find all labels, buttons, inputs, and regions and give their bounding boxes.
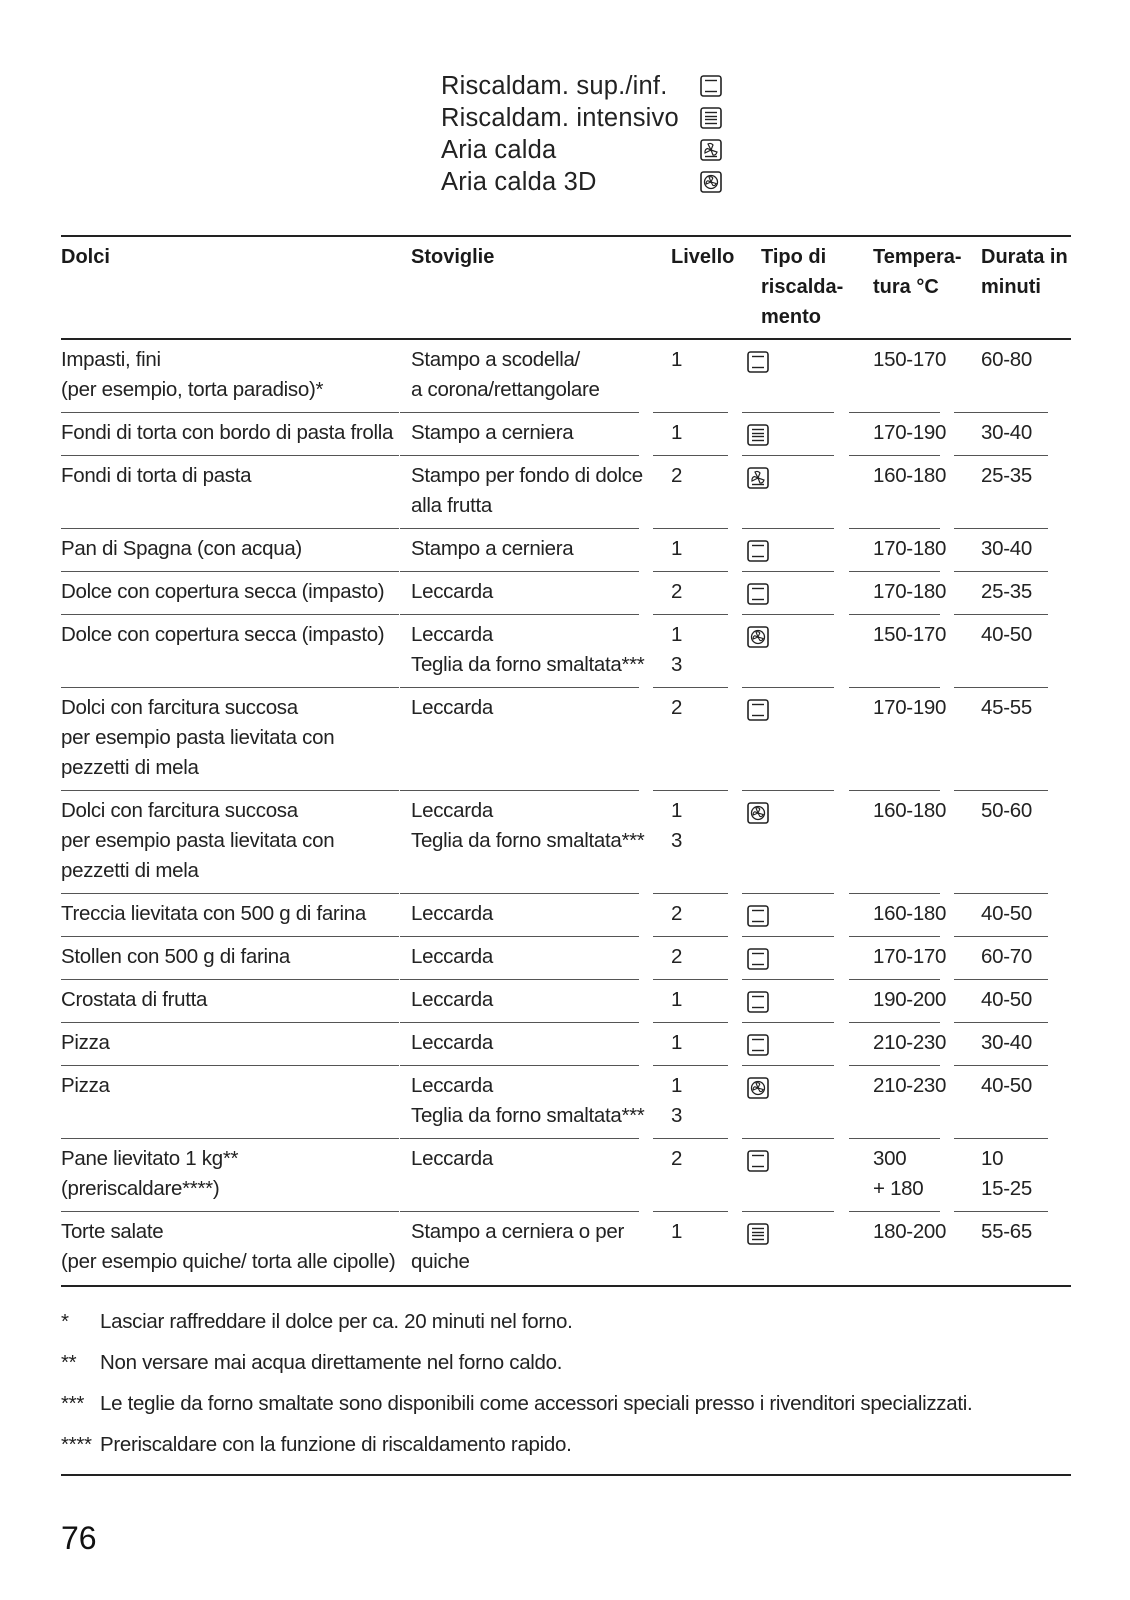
table-row xyxy=(61,1023,1071,1066)
temperature-cell: 170-180 xyxy=(873,537,947,560)
table-row xyxy=(61,1212,1071,1285)
dish-cell: Pizza xyxy=(61,1074,110,1097)
hot-air-3d-icon xyxy=(747,626,769,648)
intensive-heat-icon xyxy=(700,107,722,129)
dish-cell: Dolce con copertura secca (impasto) xyxy=(61,623,385,646)
level-cell: 2 xyxy=(671,902,683,925)
table-bottom-rule xyxy=(61,1285,1071,1287)
temperature-cell: 210-230 xyxy=(873,1031,947,1054)
dishware-cell: Leccarda Teglia da forno smaltata*** xyxy=(411,623,645,676)
level-cell: 2 xyxy=(671,464,683,487)
footnote-text: Lasciar raffreddare il dolce per ca. 20 minuti nel forno. xyxy=(100,1310,573,1333)
temperature-cell: 300 + 180 xyxy=(873,1147,924,1200)
header-temperatura: Tempera- tura °C xyxy=(873,246,962,298)
duration-cell: 30-40 xyxy=(981,421,1032,444)
header-dolci: Dolci xyxy=(61,246,110,268)
dish-cell: Dolce con copertura secca (impasto) xyxy=(61,580,385,603)
dishware-cell: Stampo a cerniera xyxy=(411,421,574,444)
legend-label: Aria calda xyxy=(441,135,557,164)
temperature-cell: 170-170 xyxy=(873,945,947,968)
top-bottom-heat-icon xyxy=(747,1150,769,1172)
duration-cell: 40-50 xyxy=(981,1074,1032,1097)
level-cell: 2 xyxy=(671,580,683,603)
table-row xyxy=(61,456,1071,529)
temperature-cell: 160-180 xyxy=(873,464,947,487)
table-row xyxy=(61,413,1071,456)
table-row xyxy=(61,340,1071,413)
footnote xyxy=(61,1349,1071,1390)
legend-item xyxy=(441,70,722,102)
table-header xyxy=(61,237,1071,339)
top-bottom-heat-icon xyxy=(747,351,769,373)
dishware-cell: Stampo per fondo di dolce alla frutta xyxy=(411,464,643,517)
dish-cell: Dolci con farcitura succosa per esempio pasta lievitata con pezzetti di mela xyxy=(61,696,335,779)
table-row xyxy=(61,791,1071,894)
hot-air-icon xyxy=(747,467,769,489)
legend-item xyxy=(441,102,722,134)
level-cell: 1 xyxy=(671,421,683,444)
dishware-cell: Leccarda xyxy=(411,696,493,719)
top-bottom-heat-icon xyxy=(747,991,769,1013)
dishware-cell: Leccarda xyxy=(411,902,493,925)
dishware-cell: Leccarda xyxy=(411,580,493,603)
hot-air-3d-icon xyxy=(700,171,722,193)
footnote-mark: *** xyxy=(61,1392,85,1415)
temperature-cell: 170-190 xyxy=(873,421,947,444)
dishware-cell: Stampo a scodella/ a corona/rettangolare xyxy=(411,348,600,401)
dishware-cell: Leccarda Teglia da forno smaltata*** xyxy=(411,1074,645,1127)
footnotes-bottom-rule xyxy=(61,1474,1071,1476)
duration-cell: 50-60 xyxy=(981,799,1032,822)
level-cell: 1 xyxy=(671,1220,683,1243)
intensive-heat-icon xyxy=(747,424,769,446)
duration-cell: 30-40 xyxy=(981,537,1032,560)
top-bottom-heat-icon xyxy=(747,948,769,970)
footnote-mark: ** xyxy=(61,1351,77,1374)
dish-cell: Impasti, fini (per esempio, torta paradiso)* xyxy=(61,348,324,401)
table-row xyxy=(61,980,1071,1023)
top-bottom-heat-icon xyxy=(700,75,722,97)
duration-cell: 25-35 xyxy=(981,580,1032,603)
hot-air-icon xyxy=(700,139,722,161)
table-row xyxy=(61,572,1071,615)
dish-cell: Stollen con 500 g di farina xyxy=(61,945,290,968)
level-cell: 2 xyxy=(671,696,683,719)
table-row xyxy=(61,529,1071,572)
dish-cell: Dolci con farcitura succosa per esempio pasta lievitata con pezzetti di mela xyxy=(61,799,335,882)
heating-legend xyxy=(441,70,722,198)
dishware-cell: Stampo a cerniera xyxy=(411,537,574,560)
footnote-mark: **** xyxy=(61,1433,92,1456)
top-bottom-heat-icon xyxy=(747,1034,769,1056)
level-cell: 1 xyxy=(671,1031,683,1054)
footnote-text: Le teglie da forno smaltate sono disponibili come accessori speciali presso i rivenditori specializzati. xyxy=(100,1392,973,1415)
footnote-text: Non versare mai acqua direttamente nel forno caldo. xyxy=(100,1351,563,1374)
legend-item xyxy=(441,134,722,166)
temperature-cell: 150-170 xyxy=(873,623,947,646)
footnotes xyxy=(61,1308,1071,1472)
dish-cell: Pizza xyxy=(61,1031,110,1054)
temperature-cell: 160-180 xyxy=(873,902,947,925)
intensive-heat-icon xyxy=(747,1223,769,1245)
hot-air-3d-icon xyxy=(747,802,769,824)
legend-label: Riscaldam. sup./inf. xyxy=(441,71,668,100)
dish-cell: Crostata di frutta xyxy=(61,988,208,1011)
dishware-cell: Leccarda xyxy=(411,1147,493,1170)
legend-item xyxy=(441,166,722,198)
header-tipo-riscaldamento: Tipo di riscalda- mento xyxy=(761,246,844,328)
level-cell: 1 3 xyxy=(671,799,683,852)
level-cell: 1 3 xyxy=(671,623,683,676)
footnote-mark: * xyxy=(61,1310,69,1333)
top-bottom-heat-icon xyxy=(747,699,769,721)
temperature-cell: 210-230 xyxy=(873,1074,947,1097)
table-row xyxy=(61,1066,1071,1139)
table-body xyxy=(61,340,1071,1285)
page-number: 76 xyxy=(61,1520,97,1556)
dish-cell: Torte salate (per esempio quiche/ torta alle cipolle) xyxy=(61,1220,396,1273)
table-row xyxy=(61,688,1071,791)
table-row xyxy=(61,937,1071,980)
table-row xyxy=(61,1139,1071,1212)
top-bottom-heat-icon xyxy=(747,583,769,605)
level-cell: 1 xyxy=(671,988,683,1011)
duration-cell: 25-35 xyxy=(981,464,1032,487)
header-durata: Durata in minuti xyxy=(981,246,1068,298)
level-cell: 1 xyxy=(671,348,683,371)
duration-cell: 60-80 xyxy=(981,348,1032,371)
temperature-cell: 170-190 xyxy=(873,696,947,719)
duration-cell: 55-65 xyxy=(981,1220,1032,1243)
top-bottom-heat-icon xyxy=(747,540,769,562)
footnote xyxy=(61,1308,1071,1349)
duration-cell: 40-50 xyxy=(981,988,1032,1011)
duration-cell: 10 15-25 xyxy=(981,1147,1032,1200)
dishware-cell: Stampo a cerniera o per quiche xyxy=(411,1220,625,1273)
footnote xyxy=(61,1431,1071,1472)
dish-cell: Treccia lievitata con 500 g di farina xyxy=(61,902,366,925)
duration-cell: 40-50 xyxy=(981,623,1032,646)
duration-cell: 60-70 xyxy=(981,945,1032,968)
dishware-cell: Leccarda xyxy=(411,1031,493,1054)
temperature-cell: 160-180 xyxy=(873,799,947,822)
temperature-cell: 180-200 xyxy=(873,1220,947,1243)
level-cell: 2 xyxy=(671,945,683,968)
legend-label: Riscaldam. intensivo xyxy=(441,103,679,132)
hot-air-3d-icon xyxy=(747,1077,769,1099)
duration-cell: 30-40 xyxy=(981,1031,1032,1054)
level-cell: 1 3 xyxy=(671,1074,683,1127)
duration-cell: 45-55 xyxy=(981,696,1032,719)
footnote-text: Preriscaldare con la funzione di riscaldamento rapido. xyxy=(100,1433,572,1456)
table-row xyxy=(61,894,1071,937)
footnote xyxy=(61,1390,1071,1431)
level-cell: 1 xyxy=(671,537,683,560)
duration-cell: 40-50 xyxy=(981,902,1032,925)
dish-cell: Pan di Spagna (con acqua) xyxy=(61,537,302,560)
dishware-cell: Leccarda Teglia da forno smaltata*** xyxy=(411,799,645,852)
header-stoviglie: Stoviglie xyxy=(411,246,495,268)
temperature-cell: 150-170 xyxy=(873,348,947,371)
dish-cell: Fondi di torta con bordo di pasta frolla xyxy=(61,421,394,444)
top-bottom-heat-icon xyxy=(747,905,769,927)
table-row xyxy=(61,615,1071,688)
temperature-cell: 170-180 xyxy=(873,580,947,603)
header-livello: Livello xyxy=(671,246,735,268)
legend-label: Aria calda 3D xyxy=(441,167,597,196)
dishware-cell: Leccarda xyxy=(411,988,493,1011)
dish-cell: Fondi di torta di pasta xyxy=(61,464,252,487)
temperature-cell: 190-200 xyxy=(873,988,947,1011)
level-cell: 2 xyxy=(671,1147,683,1170)
dishware-cell: Leccarda xyxy=(411,945,493,968)
dish-cell: Pane lievitato 1 kg** (preriscaldare****) xyxy=(61,1147,239,1200)
